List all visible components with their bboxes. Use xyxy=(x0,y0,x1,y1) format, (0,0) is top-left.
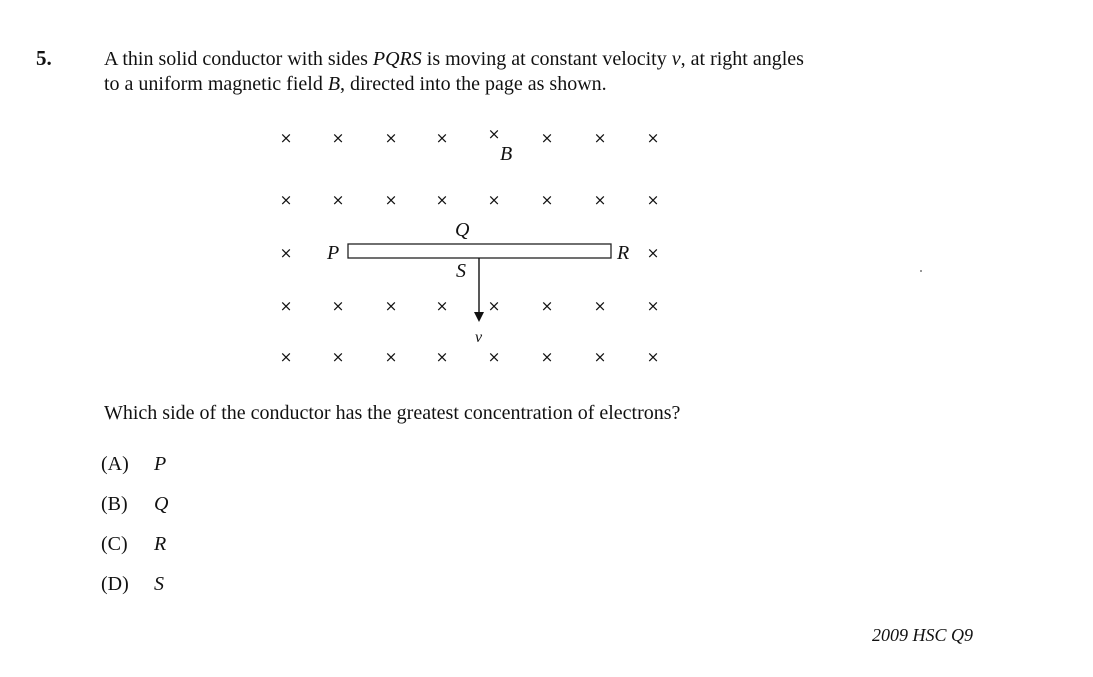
field-cross-icon: × xyxy=(331,129,345,147)
field-cross-icon: × xyxy=(487,191,501,209)
option-letter: (A) xyxy=(101,453,129,475)
label-Q: Q xyxy=(455,219,470,241)
option-letter: (D) xyxy=(101,573,129,595)
field-cross-icon: × xyxy=(384,348,398,366)
stem-text: , directed into the page as shown. xyxy=(340,73,607,95)
label-B: B xyxy=(500,143,513,165)
question-number: 5. xyxy=(36,46,52,70)
stray-mark xyxy=(920,270,922,272)
stem-v: v xyxy=(671,48,681,70)
field-cross-icon: × xyxy=(435,129,449,147)
field-cross-icon: × xyxy=(646,348,660,366)
field-cross-icon: × xyxy=(593,129,607,147)
conductor-rod xyxy=(348,244,611,258)
velocity-arrow-head xyxy=(474,312,484,322)
field-cross-icon: × xyxy=(279,244,293,262)
label-P: P xyxy=(327,242,340,264)
field-cross-icon: × xyxy=(384,297,398,315)
field-cross-icon: × xyxy=(331,348,345,366)
option-value: S xyxy=(154,573,164,595)
option-value: Q xyxy=(154,493,169,515)
field-cross-icon: × xyxy=(593,297,607,315)
field-cross-icon: × xyxy=(540,191,554,209)
field-cross-icon: × xyxy=(279,129,293,147)
question-source: 2009 HSC Q9 xyxy=(872,625,974,645)
label-R: R xyxy=(617,242,630,264)
answer-options xyxy=(101,453,168,613)
option-a[interactable] xyxy=(101,453,168,493)
field-cross-icon: × xyxy=(540,129,554,147)
field-cross-icon: × xyxy=(593,191,607,209)
option-b[interactable] xyxy=(101,493,168,533)
field-cross-icon: × xyxy=(646,191,660,209)
option-value: P xyxy=(154,453,167,475)
field-cross-icon: × xyxy=(279,348,293,366)
field-cross-icon: × xyxy=(279,191,293,209)
field-cross-icon: × xyxy=(435,191,449,209)
stem-pqrs: PQRS xyxy=(372,48,422,70)
field-cross-icon: × xyxy=(435,297,449,315)
field-cross-icon: × xyxy=(487,125,501,143)
option-letter: (B) xyxy=(101,493,128,515)
field-cross-icon: × xyxy=(646,129,660,147)
field-cross-icon: × xyxy=(487,297,501,315)
field-cross-icon: × xyxy=(646,297,660,315)
stem-text: is moving at constant velocity xyxy=(421,48,672,70)
field-cross-icon: × xyxy=(487,348,501,366)
field-cross-icon: × xyxy=(540,348,554,366)
option-value: R xyxy=(154,533,167,555)
stem-B: B xyxy=(327,73,341,95)
label-S: S xyxy=(456,260,466,282)
field-cross-icon: × xyxy=(646,244,660,262)
field-cross-icon: × xyxy=(384,191,398,209)
field-cross-icon: × xyxy=(593,348,607,366)
stem-text: , at right angles xyxy=(680,48,804,70)
field-cross-icon: × xyxy=(279,297,293,315)
question-prompt: Which side of the conductor has the greatest concentration of electrons? xyxy=(104,402,681,424)
stem-text: to a uniform magnetic field xyxy=(104,73,328,95)
field-cross-icon: × xyxy=(384,129,398,147)
option-c[interactable] xyxy=(101,533,168,573)
field-cross-icon: × xyxy=(331,191,345,209)
field-cross-icon: × xyxy=(435,348,449,366)
field-cross-icon: × xyxy=(540,297,554,315)
option-letter: (C) xyxy=(101,533,128,555)
label-v: v xyxy=(475,329,483,346)
stem-text: A thin solid conductor with sides xyxy=(104,48,373,70)
option-d[interactable] xyxy=(101,573,168,613)
field-cross-icon: × xyxy=(331,297,345,315)
